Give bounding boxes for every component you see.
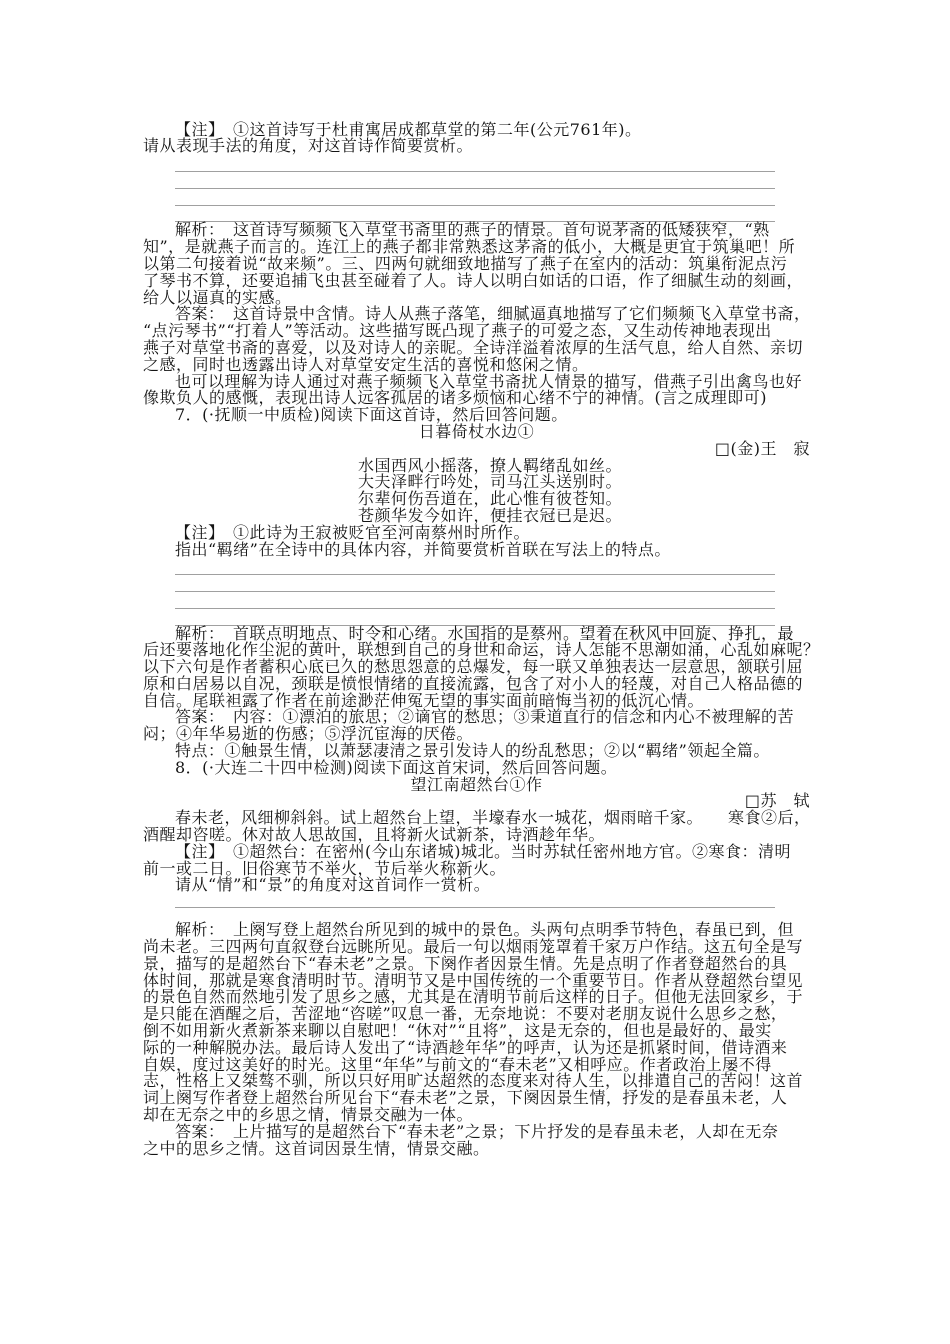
- q8-analysis-line: 词上阕写作者登上超然台所见台下“春未老”之景，下阕因景生情，抒发的是春虽未老，人: [143, 1088, 788, 1108]
- q7-poem-line: 水国西风小摇落，撩人羁绪乱如丝。: [358, 455, 623, 475]
- q8-answer-text-line: 之中的思乡之情。这首词因景生情，情景交融。: [143, 1138, 490, 1158]
- q6-answer-line-2: [175, 172, 775, 189]
- q8-analysis-line: 倒不如用新火煮新茶来聊以自慰吧！“休对”“且将”，这是无奈的，但也是最好的、最实: [143, 1021, 772, 1041]
- q6-answer-text-line: “点污琴书”“打着人”等活动。这些描写既凸现了燕子的可爱之态，又生动传神地表现出: [143, 321, 772, 341]
- q7-answer-line-1: [175, 558, 775, 575]
- q7-poem-line: 大夫泽畔行吟处，司马江头送别时。: [358, 472, 623, 492]
- q7-prompt: 指出“羁绪”在全诗中的具体内容，并简要赏析首联在写法上的特点。: [175, 539, 671, 559]
- q8-answer-text-line: 答案： 上片描写的是超然台下“春未老”之景；下片抒发的是春虽未老，人却在无奈: [175, 1121, 779, 1141]
- q6-analysis-line: 了琴书不算，还要追捕飞虫甚至碰着了人。诗人以明白如话的口语，作了细腻生动的刻画，: [143, 270, 804, 290]
- q8-analysis-line: 体时间，那就是寒食清明时节。清明节又是中国传统的一个重要节日。作者从登超然台望见: [143, 970, 804, 990]
- q7-answer-text-line: 闷；④年华易逝的伤感；⑤浮沉宦海的厌倦。: [143, 724, 474, 744]
- q7-analysis-line: 解析： 首联点明地点、时令和心绪。水国指的是蔡州。望着在秋风中回旋、挣扎，最: [175, 623, 795, 643]
- q8-poem-title: 望江南超然台①作: [410, 774, 543, 794]
- q6-answer-text-line: 燕子对草堂书斋的喜爱，以及对诗人的亲昵。全诗洋溢着浓厚的生活气息，给人自然、亲切: [143, 337, 804, 357]
- q8-analysis-line: 际的一种解脱办法。最后诗人发出了“诗酒趁年华”的呼声，认为还是抓紧时间，借诗酒来: [143, 1037, 788, 1057]
- q6-answer-text-line: 之感，同时也透露出诗人对草堂安定生活的喜悦和悠闲之情。: [143, 354, 589, 374]
- q8-analysis-line: 志，性格上又桀骜不驯，所以只好用旷达超然的态度来对待人生，以排遣自己的苦闷！这首: [143, 1071, 804, 1091]
- q8-prompt: 请从“情”和“景”的角度对这首词作一赏析。: [175, 875, 491, 895]
- q8-analysis-line: 解析： 上阕写登上超然台所见到的城中的景色。头两句点明季节特色，春虽已到，但: [175, 920, 795, 940]
- q7-poem-author: □(金)王 寂: [714, 438, 810, 458]
- q6-answer-line-3: [175, 189, 775, 206]
- q6-answer-text-line: 答案： 这首诗景中含情。诗人从燕子落笔，细腻逼真地描写了它们频频飞入草堂书斋，: [175, 304, 811, 324]
- q8-analysis-line: 的景色自然而然地引发了思乡之感，尤其是在清明节前后这样的日子。但他无法回家乡，于: [143, 987, 804, 1007]
- q7-analysis-line: 自信。尾联袒露了作者在前途渺茫伸冤无望的事实面前暗悔当初的低沉心情。: [143, 690, 705, 710]
- q8-poem-line: 春未老，风细柳斜斜。试上超然台上望，半壕春水一城花，烟雨暗千家。 寒食②后，: [175, 808, 811, 828]
- q7-analysis-line: 后还要落地化作尘泥的黄叶，联想到自己的身世和命运，诗人怎能不思潮如涌，心乱如麻呢？: [143, 640, 820, 660]
- q6-answer-line-1: [175, 155, 775, 172]
- document-body: [143, 119, 820, 1158]
- q8-analysis-line: 是只能在酒醒之后，苦涩地“咨嗟”叹息一番，无奈地说：不要对老朋友说什么思乡之愁，: [143, 1004, 788, 1024]
- q8-analysis-line: 景，描写的是超然台下“春未老”之景。下阕作者因景生情。先是点明了作者登超然台的具: [143, 953, 788, 973]
- q7-features: 特点：①触景生情，以萧瑟凄清之景引发诗人的纷乱愁思；②以“羁绪”领起全篇。: [175, 741, 770, 761]
- q8-note-line: 前一或二日。旧俗寒节不举火，节后举火称新火。: [143, 858, 507, 878]
- q6-alt-answer-line: 像欺负人的感慨，表现出诗人远客孤居的诸多烦恼和心绪不宁的神情。(言之成理即可): [143, 388, 767, 408]
- q6-analysis-line: 解析： 这首诗写频频飞入草堂书斋里的燕子的情景。首句说茅斋的低矮狭窄，“熟: [175, 220, 770, 240]
- q8-note-line: 【注】 ①超然台：在密州(今山东诸城)城北。当时苏轼任密州地方官。②寒食：清明: [175, 841, 791, 861]
- q7-analysis-line: 原和白居易以自况，颈联是愤恨情绪的直接流露，包含了对小人的轻蔑，对自己人格品德的: [143, 673, 804, 693]
- q7-poem-line: 苍颜华发今如许，便挂衣冠已是迟。: [358, 505, 623, 525]
- q7-analysis-line: 以下六句是作者蓄积心底已久的愁思怨意的总爆发，每一联又单独表达一层意思，颔联引屈: [143, 657, 804, 677]
- q8-answer-line-1: [175, 894, 775, 922]
- q7-answer-text-line: 答案： 内容：①漂泊的旅思；②谪官的愁思；③秉道直行的信念和内心不被理解的苦: [175, 707, 795, 727]
- q6-analysis-line: 知”，是就燕子而言的。连江上的燕子都非常熟悉这茅斋的低小，大概是更宜于筑巢吧！所: [143, 237, 796, 257]
- q7-heading: 7．(·抚顺一中质检)阅读下面这首诗，然后回答问题。: [175, 405, 568, 425]
- q6-analysis-line: 以第二句接着说“故来频”。三、四两句就细致地描写了燕子在室内的活动：筑巢衔泥点污: [143, 253, 788, 273]
- q6-alt-answer-line: 也可以理解为诗人通过对燕子频频飞入草堂书斋扰人情景的描写，借燕子引出禽鸟也好: [175, 371, 803, 391]
- q7-poem-line: 尔辈何伤吾道在，此心惟有彼苍知。: [358, 489, 623, 509]
- q6-prompt: 请从表现手法的角度，对这首诗作简要赏析。: [143, 136, 474, 156]
- q8-analysis-line: 尚未老。三四两句直叙登台远眺所见。最后一句以烟雨笼罩着千家万户作结。这五句全是写: [143, 937, 804, 957]
- q7-poem-title: 日暮倚杖水边①: [418, 421, 535, 441]
- q8-poem-author: □苏 轼: [744, 791, 810, 811]
- q8-analysis-line: 自娱，度过这美好的时光。这里“年华”与前文的“春未老”又相呼应。作者政治上屡不得: [143, 1054, 772, 1074]
- q6-note: 【注】 ①这首诗写于杜甫寓居成都草堂的第二年(公元761年)。: [175, 119, 642, 139]
- q8-answer-line-stroke: [175, 907, 775, 908]
- q7-note: 【注】 ①此诗为王寂被贬官至河南蔡州时所作。: [175, 522, 531, 542]
- q7-answer-line-2: [175, 575, 775, 592]
- q6-analysis-line: 给人以逼真的实感。: [143, 287, 292, 307]
- q7-answer-line-4: [175, 609, 775, 626]
- q8-poem-line: 酒醒却咨嗟。休对故人思故国，且将新火试新茶，诗酒趁年华。: [143, 825, 606, 845]
- q7-answer-line-3: [175, 592, 775, 609]
- q8-analysis-line: 却在无奈之中的乡思之情，情景交融为一体。: [143, 1105, 474, 1125]
- q8-heading: 8．(·大连二十四中检测)阅读下面这首宋词，然后回答问题。: [175, 757, 618, 777]
